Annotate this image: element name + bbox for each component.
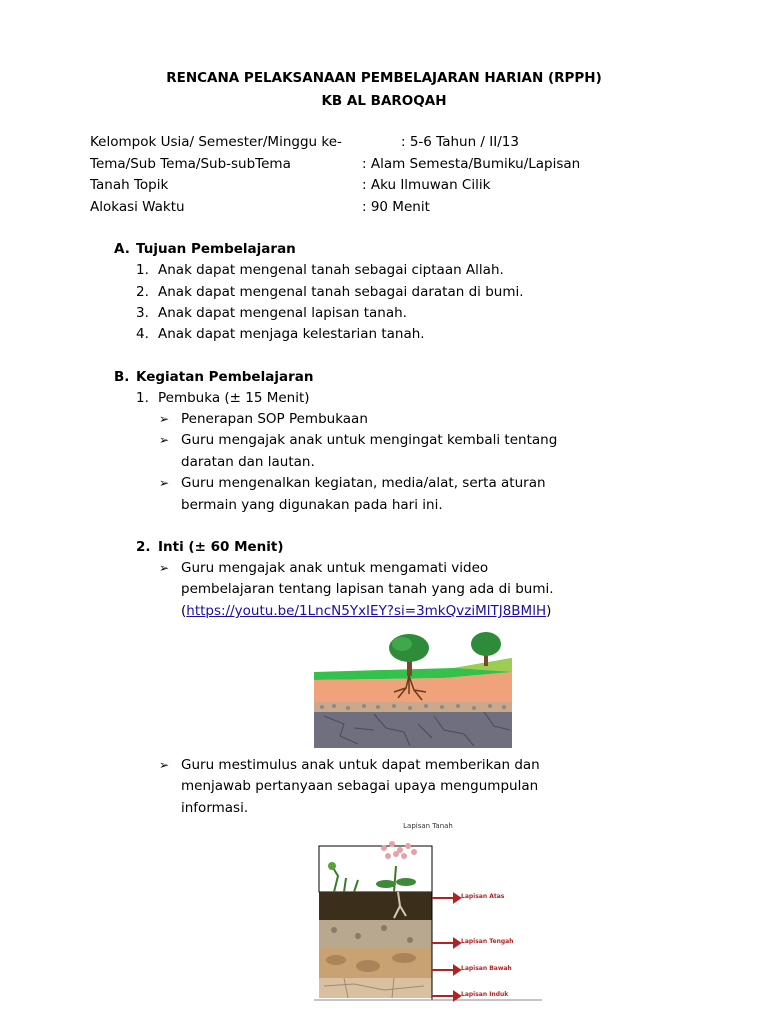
objective-number: 1. bbox=[136, 262, 149, 278]
tree-crown bbox=[471, 632, 501, 656]
section-a-letter: A. bbox=[114, 241, 130, 257]
inti-title: Inti (± 60 Menit) bbox=[158, 539, 284, 555]
inti-bullet-text: Guru mestimulus anak untuk dapat memberikan dan bbox=[181, 757, 540, 773]
soil-layers-diagram bbox=[314, 822, 542, 1002]
info-label-usia: Kelompok Usia/ Semester/Minggu ke- bbox=[90, 134, 342, 150]
bullet-arrow-icon: ➢ bbox=[159, 412, 170, 426]
bullet-arrow-icon: ➢ bbox=[159, 561, 170, 575]
label-lapisan-tengah: Lapisan Tengah bbox=[461, 938, 514, 945]
inti-bullet-text: menjawab pertanyaan sebagai upaya mengumpulan bbox=[181, 778, 539, 794]
section-b-letter: B. bbox=[114, 369, 130, 385]
objective-number: 4. bbox=[136, 326, 149, 342]
video-link[interactable]: https://youtu.be/1LncN5YxIEY?si=3mkQvziMlTJ8BMlH bbox=[186, 603, 547, 619]
info-value-waktu: : 90 Menit bbox=[362, 199, 430, 215]
pembuka-bullet-text: bermain yang digunakan pada hari ini. bbox=[181, 497, 443, 513]
label-lapisan-atas: Lapisan Atas bbox=[461, 893, 505, 900]
pembuka-bullet-text: daratan dan lautan. bbox=[181, 454, 315, 470]
objective-text: Anak dapat mengenal tanah sebagai ciptaan Allah. bbox=[158, 262, 504, 278]
objective-text: Anak dapat mengenal lapisan tanah. bbox=[158, 305, 407, 321]
info-value-usia: : 5-6 Tahun / II/13 bbox=[401, 134, 519, 150]
inti-bullet-text: informasi. bbox=[181, 800, 249, 816]
label-lapisan-bawah: Lapisan Bawah bbox=[461, 965, 512, 972]
soil-illustration bbox=[314, 632, 512, 748]
inti-number: 2. bbox=[136, 539, 151, 555]
info-label-tema: Tema/Sub Tema/Sub-subTema bbox=[90, 156, 291, 172]
diagram-title: Lapisan Tanah bbox=[403, 822, 453, 830]
objective-number: 2. bbox=[136, 284, 149, 300]
objective-text: Anak dapat mengenal tanah sebagai daratan di bumi. bbox=[158, 284, 524, 300]
tree-crown-highlight bbox=[392, 637, 412, 651]
info-label-topik: Tanah Topik bbox=[90, 177, 169, 193]
layer-arrows bbox=[432, 894, 460, 1000]
gravel-layer bbox=[314, 702, 512, 712]
layer-middle bbox=[319, 920, 432, 948]
layer-top bbox=[319, 892, 432, 920]
document-title: RENCANA PELAKSANAAN PEMBELAJARAN HARIAN (RPPH) bbox=[166, 70, 602, 86]
bullet-arrow-icon: ➢ bbox=[159, 476, 170, 490]
paren-close: ) bbox=[546, 603, 552, 619]
pembuka-bullet-text: Guru mengajak anak untuk mengingat kembali tentang bbox=[181, 432, 558, 448]
video-link-line bbox=[181, 603, 551, 619]
section-a-title: Tujuan Pembelajaran bbox=[136, 241, 296, 257]
pembuka-title: Pembuka (± 15 Menit) bbox=[158, 390, 310, 406]
inti-bullet-text: Guru mengajak anak untuk mengamati video bbox=[181, 560, 489, 576]
pembuka-bullet-text: Penerapan SOP Pembukaan bbox=[181, 411, 368, 427]
info-value-tema: : Alam Semesta/Bumiku/Lapisan bbox=[362, 156, 581, 172]
section-b-title: Kegiatan Pembelajaran bbox=[136, 369, 314, 385]
info-label-waktu: Alokasi Waktu bbox=[90, 199, 185, 215]
objective-text: Anak dapat menjaga kelestarian tanah. bbox=[158, 326, 425, 342]
label-lapisan-induk: Lapisan Induk bbox=[461, 991, 509, 998]
pembuka-number: 1. bbox=[136, 390, 149, 406]
pembuka-bullet-text: Guru mengenalkan kegiatan, media/alat, serta aturan bbox=[181, 475, 546, 491]
school-name: KB AL BAROQAH bbox=[321, 93, 447, 109]
info-value-topik: : Aku Ilmuwan Cilik bbox=[362, 177, 491, 193]
objective-number: 3. bbox=[136, 305, 149, 321]
bullet-arrow-icon: ➢ bbox=[159, 433, 170, 447]
inti-bullet-text: pembelajaran tentang lapisan tanah yang ada di bumi. bbox=[181, 581, 554, 597]
bullet-arrow-icon: ➢ bbox=[159, 758, 170, 772]
soil-layers-svg bbox=[314, 836, 542, 1002]
rock-layer bbox=[314, 710, 512, 748]
paren-open: ( bbox=[181, 603, 187, 619]
